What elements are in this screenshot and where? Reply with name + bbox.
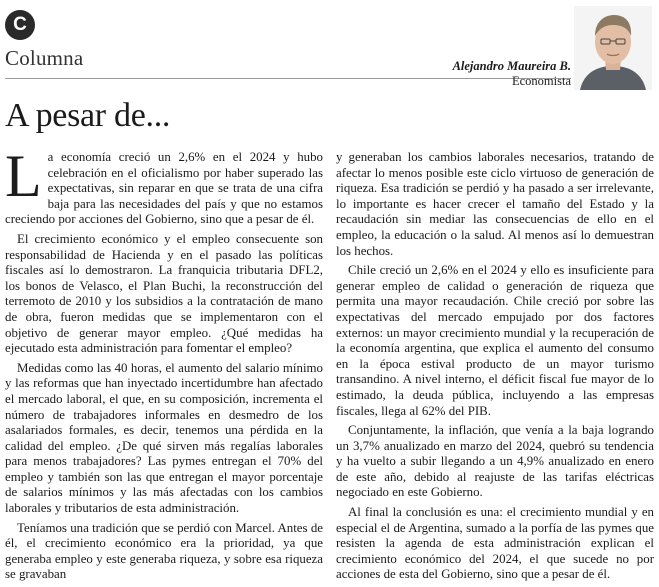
article-title: A pesar de... xyxy=(5,97,171,134)
paragraph: Chile creció un 2,6% en el 2024 y ello es insuficiente para generar empleo de calidad o generación de riqueza que permita una mayor recaudación. Chile creció por sobre las expectativas del mercado empujado por dos factores externos: un mayor crecimiento mundial y la recuperación de la economía argentina, que explica el aumento del consumo en la época estival producto de un mayor turismo transandino. A nivel interno, el déficit fiscal fue mayor de lo estimado, la deuda pública, incluyendo a las empresas fiscales, llega al 62% del PIB. xyxy=(336,263,654,418)
author-photo xyxy=(574,6,652,90)
paragraph: Medidas como las 40 horas, el aumento del salario mínimo y las reformas que han inyectado incertidumbre han afectado el mercado laboral, el que, en su composición, incrementa el número de trabajadores informales en desmedro de los asalariados formales, es decir, tenemos una pérdida en la calidad del empleo. ¿De qué sirven más regalías laborales para menos trabajadores? Las pymes entregan el 70% del empleo y también son las que entregan el mayor porcentaje de salarios mínimos y las más afectadas con los cambios laborales y tributarios de esta administración. xyxy=(5,360,323,516)
paragraph: Al final la conclusión es una: el crecimiento mundial y en especial el de Argentina, sumado a la porfía de las pymes que resisten la agenda de esta administración explican el crecimiento económico del 2024, el que sucede no por acciones de esta del Gobierno, sino que a pesar de él. xyxy=(336,505,654,582)
paragraph: Conjuntamente, la inflación, que venía a la baja logrando un 3,7% anualizado en marzo del 2024, quebró su tendencia y ha vuelto a subir llegando a un 4,9% anualizado en enero de este año, debido al reajuste de las tarifas eléctricas negociado en este Gobierno. xyxy=(336,423,654,500)
author-role: Economista xyxy=(511,74,571,88)
author-name: Alejandro Maureira B. xyxy=(452,59,571,73)
paragraph: y generaban los cambios laborales necesarios, tratando de afectar lo menos posible este ciclo virtuoso de generación de riqueza. Esa tradición se perdió y ha pasado a ser irrelevante, lo importante es hacer crecer el tamaño del Estado y la recaudación sin mediar las consecuencias de ello en el empleo, la educación o la salud. Al menos así lo demuestran los hechos. xyxy=(336,150,654,258)
article-column-2 xyxy=(336,150,654,587)
section-label: Columna xyxy=(5,46,84,70)
article-column-1 xyxy=(5,143,323,587)
drop-cap: L xyxy=(5,143,42,209)
paragraph: La economía creció un 2,6% en el 2024 y hubo celebración en el oficialismo por haber superado las expectativas, sin reparar en que se trata de una cifra baja para las necesidades del país y que no estamos creciendo por acciones del Gobierno, sino que a pesar de él. xyxy=(5,143,323,227)
column-badge: C xyxy=(5,10,35,40)
paragraph: Teníamos una tradición que se perdió con Marcel. Antes de él, el crecimiento económico era la prioridad, ya que generaba empleo y este generaba riqueza, y sobre esa riqueza se gravaban xyxy=(5,520,323,582)
author-byline xyxy=(453,59,571,89)
paragraph: El crecimiento económico y el empleo consecuente son responsabilidad de Hacienda y en el pasado las políticas fiscales así lo demostraron. La franquicia tributaria DFL2, los bonos de Velasco, el Plan Buchi, la reconstrucción del terremoto de 2010 y los subsidios a la contratación de mano de obra, fueron medidas que se implementaron con el objetivo de generar mayor empleo. ¿Qué medidas ha ejecutado esta administración para fomentar el empleo? xyxy=(5,231,323,356)
